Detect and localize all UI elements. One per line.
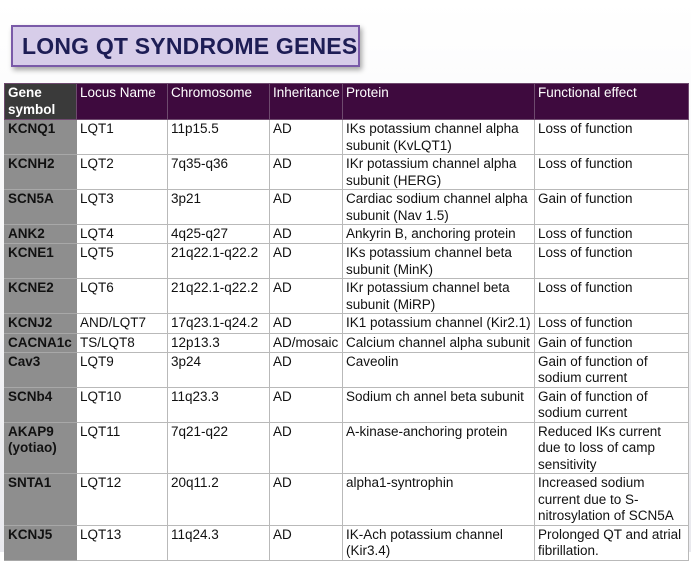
cell-protein: Sodium ch annel beta subunit [343,387,535,422]
cell-gene: KCNQ1 [5,120,77,155]
cell-chromosome: 11q23.3 [168,387,270,422]
cell-effect: Prolonged QT and atrial fibrillation. [535,525,689,560]
cell-inheritance: AD [270,155,343,190]
column-header-protein: Protein [343,84,535,120]
cell-gene: KCNE2 [5,279,77,314]
cell-effect: Loss of function [535,120,689,155]
cell-effect: Loss of function [535,244,689,279]
cell-inheritance: AD [270,190,343,225]
cell-chromosome: 7q35-q36 [168,155,270,190]
cell-locus: TS/LQT8 [77,334,168,353]
table-row [5,314,689,334]
table-row [5,120,689,155]
cell-protein: Calcium channel alpha subunit [343,334,535,353]
column-header-functional-effect: Functional effect [535,84,689,120]
cell-protein: IK-Ach potassium channel (Kir3.4) [343,525,535,560]
table-row [5,155,689,190]
cell-effect: Gain of function of sodium current [535,352,689,387]
column-header-gene-symbol: Gene symbol [5,84,77,120]
table-row [5,279,689,314]
cell-gene: CACNA1c [5,334,77,353]
cell-protein: Caveolin [343,352,535,387]
cell-protein: IKr potassium channel alpha subunit (HERG) [343,155,535,190]
cell-inheritance: AD [270,314,343,334]
cell-gene: ANK2 [5,225,77,244]
cell-locus: LQT10 [77,387,168,422]
table-row [5,225,689,244]
cell-effect: Loss of function [535,314,689,334]
cell-inheritance: AD [270,387,343,422]
cell-effect: Increased sodium current due to S-nitrosylation of SCN5A [535,474,689,526]
cell-protein: IK1 potassium channel (Kir2.1) [343,314,535,334]
cell-chromosome: 17q23.1-q24.2 [168,314,270,334]
cell-inheritance: AD [270,120,343,155]
cell-locus: LQT12 [77,474,168,526]
cell-effect: Gain of function of sodium current [535,387,689,422]
cell-chromosome: 12p13.3 [168,334,270,353]
cell-locus: LQT4 [77,225,168,244]
cell-locus: LQT6 [77,279,168,314]
header-row [5,84,689,120]
table-row [5,352,689,387]
cell-locus: LQT3 [77,190,168,225]
cell-protein: Ankyrin B, anchoring protein [343,225,535,244]
cell-gene: SCNb4 [5,387,77,422]
cell-gene: SNTA1 [5,474,77,526]
cell-inheritance: AD [270,225,343,244]
cell-gene: KCNH2 [5,155,77,190]
cell-locus: LQT9 [77,352,168,387]
cell-locus: LQT2 [77,155,168,190]
cell-effect: Gain of function [535,334,689,353]
table-row [5,190,689,225]
cell-inheritance: AD [270,525,343,560]
cell-effect: Gain of function [535,190,689,225]
cell-chromosome: 21q22.1-q22.2 [168,244,270,279]
table-row [5,334,689,353]
cell-locus: LQT11 [77,422,168,474]
cell-protein: IKs potassium channel alpha subunit (KvLQT1) [343,120,535,155]
column-header-locus-name: Locus Name [77,84,168,120]
cell-effect: Loss of function [535,155,689,190]
title-box [11,25,360,67]
cell-protein: IKs potassium channel beta subunit (MinK) [343,244,535,279]
cell-gene: KCNE1 [5,244,77,279]
cell-gene: Cav3 [5,352,77,387]
page-title: LONG QT SYNDROME GENES [22,32,358,59]
cell-effect: Reduced IKs current due to loss of camp sensitivity [535,422,689,474]
cell-inheritance: AD [270,279,343,314]
cell-chromosome: 11p15.5 [168,120,270,155]
cell-inheritance: AD [270,422,343,474]
cell-chromosome: 3p21 [168,190,270,225]
column-header-chromosome: Chromosome [168,84,270,120]
cell-inheritance: AD/mosaic [270,334,343,353]
cell-effect: Loss of function [535,225,689,244]
genes-table [4,83,689,561]
cell-locus: LQT13 [77,525,168,560]
cell-locus: LQT1 [77,120,168,155]
cell-chromosome: 4q25-q27 [168,225,270,244]
cell-gene: KCNJ5 [5,525,77,560]
cell-protein: Cardiac sodium channel alpha subunit (Nav 1.5) [343,190,535,225]
table-row [5,525,689,560]
cell-protein: IKr potassium channel beta subunit (MiRP) [343,279,535,314]
cell-protein: A-kinase-anchoring protein [343,422,535,474]
cell-inheritance: AD [270,352,343,387]
cell-chromosome: 7q21-q22 [168,422,270,474]
table-row [5,244,689,279]
cell-chromosome: 21q22.1-q22.2 [168,279,270,314]
cell-inheritance: AD [270,474,343,526]
cell-chromosome: 3p24 [168,352,270,387]
cell-gene: AKAP9 (yotiao) [5,422,77,474]
cell-locus: LQT5 [77,244,168,279]
cell-locus: AND/LQT7 [77,314,168,334]
column-header-inheritance: Inheritance [270,84,343,120]
cell-gene: KCNJ2 [5,314,77,334]
table-row [5,387,689,422]
table-row [5,422,689,474]
cell-chromosome: 20q11.2 [168,474,270,526]
cell-protein: alpha1-syntrophin [343,474,535,526]
cell-effect: Loss of function [535,279,689,314]
cell-chromosome: 11q24.3 [168,525,270,560]
cell-gene: SCN5A [5,190,77,225]
cell-inheritance: AD [270,244,343,279]
table-row [5,474,689,526]
